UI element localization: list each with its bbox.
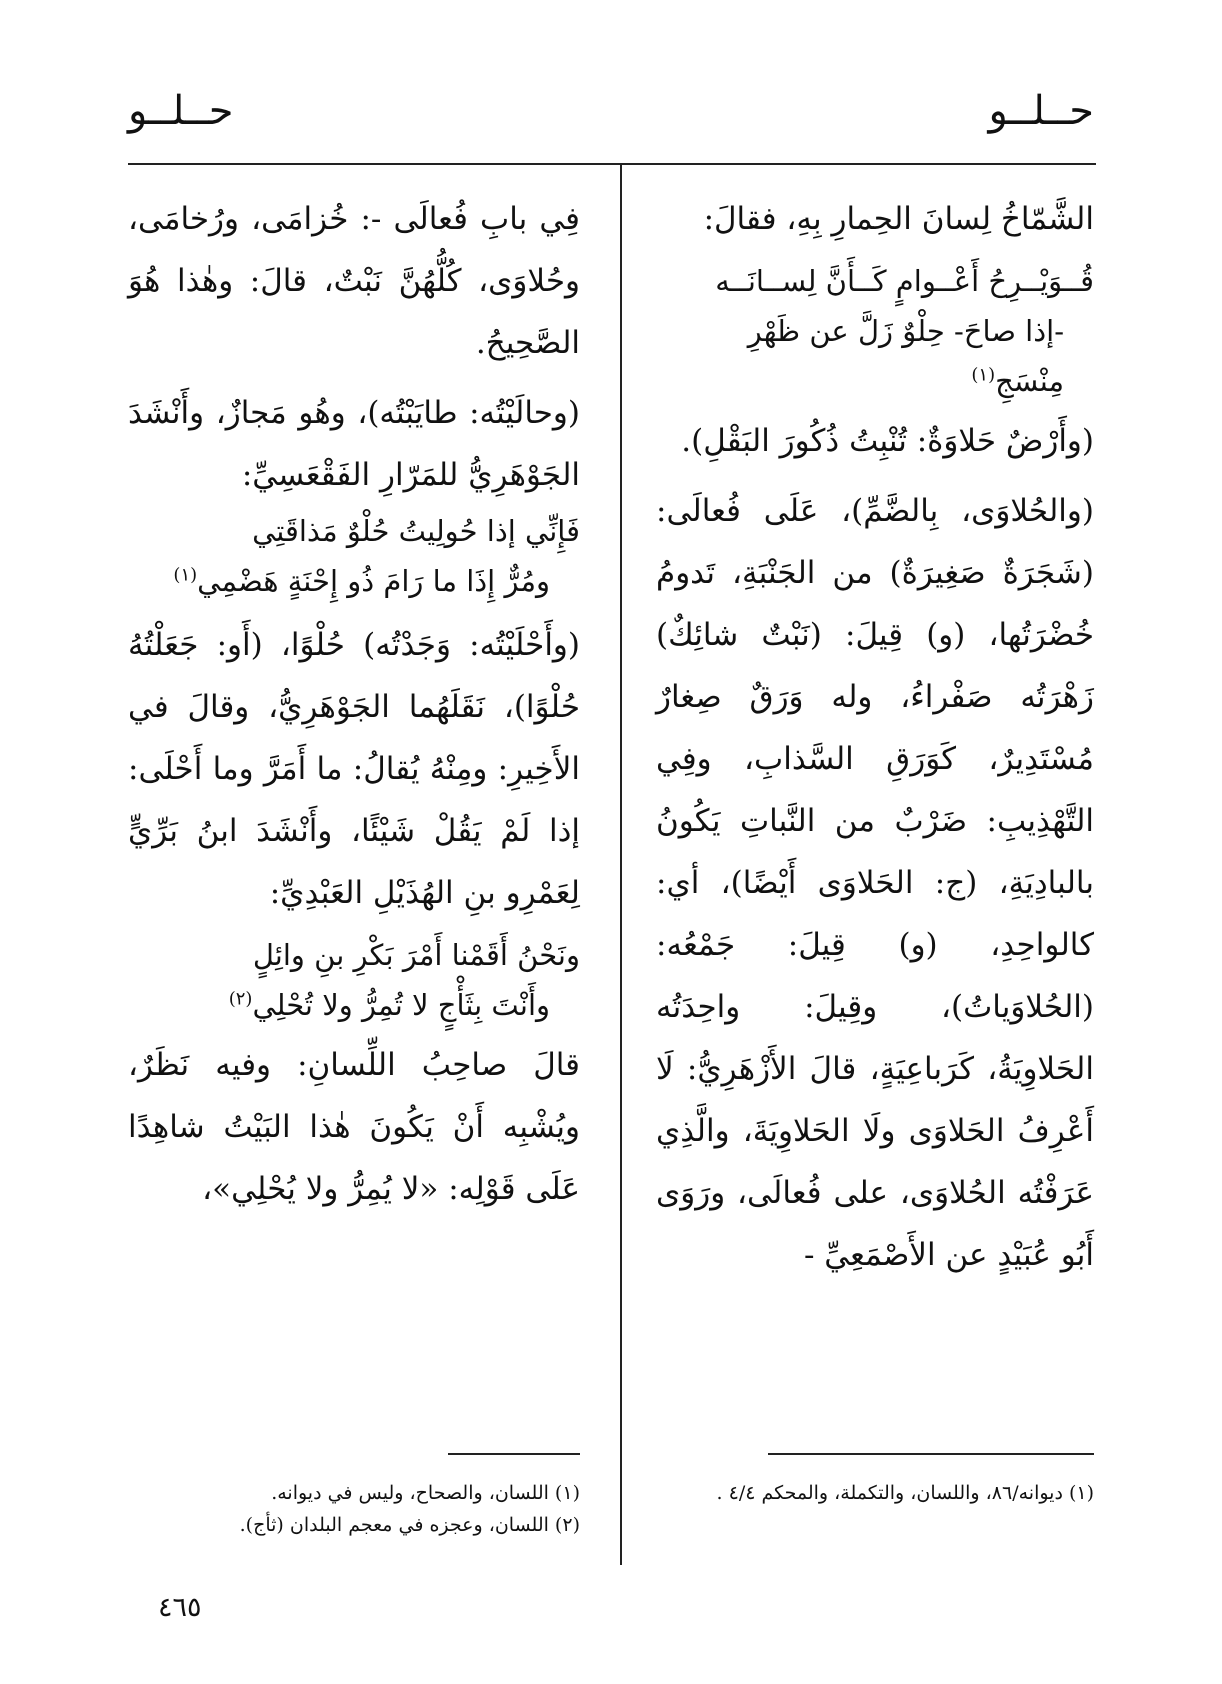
right-verse-1-line-2 <box>656 306 1094 406</box>
footnote-right-1: (١) ديوانه/٨٦، واللسان، والتكملة، والمحكم ٤/٤ . <box>716 1482 1094 1504</box>
left-verse-2-line-2-text: وأَنْتَ بِثَأْجٍ لا تُمِرُّ ولا تُحْلِي <box>252 988 550 1022</box>
right-column <box>656 188 1094 1286</box>
left-column <box>128 188 580 1220</box>
left-verse-1-line-2 <box>128 556 580 606</box>
footnotes-right <box>656 1477 1094 1509</box>
header-title-right: حــلــو <box>988 88 1094 134</box>
left-verse-1-line-1: فَإِنِّي إذا حُولِيتُ حُلْوٌ مَذاقَتِي <box>252 514 580 548</box>
footnote-ref-1: (١) <box>173 564 198 586</box>
footnote-rule-right <box>768 1453 1094 1455</box>
right-para-2: (وأَرْضٌ حَلاوَةٌ: تُنْبِتُ ذُكُورَ البَقْلِ). <box>681 423 1094 459</box>
left-verse-2-line-1: ونَحْنُ أَقَمْنا أَمْرَ بَكْرِ بنِ وائِلٍ <box>252 938 580 972</box>
header-rule <box>128 163 1096 165</box>
left-para-3: (وأَحْلَيْتُه: وَجَدْتُه) حُلْوًا، (أَو: جَعَلْتُهُ حُلْوًا)، نَقَلَهُما الجَوْهَرِيُّ، وقالَ في الأَخِيرِ: ومِنْهُ يُقالُ: ما أَمَرَّ وما أَحْلَى: إذا لَمْ يَقُلْ شَيْئًا، وأَنْشَدَ ابنُ بَرِّيٍّ لِعَمْرِو بنِ الهُذَيْلِ العَبْدِيِّ: <box>128 627 580 911</box>
footnote-ref-2: (٢) <box>228 988 253 1010</box>
footnote-left-2: (٢) اللسان، وعجزه في معجم البلدان (ثأج). <box>239 1514 580 1536</box>
left-para-4: قالَ صاحِبُ اللِّسانِ: وفيه نَظَرٌ، ويُشْبِه أَنْ يَكُونَ هٰذا البَيْتُ شاهِدًا عَلَى قَوْلِه: «لا يُمِرُّ ولا يُحْلِي»، <box>128 1047 580 1207</box>
left-verse-2-line-2 <box>128 980 580 1030</box>
left-para-1: فِي بابِ فُعالَى -: خُزامَى، ورُخامَى، وحُلاوَى، كُلُّهُنَّ نَبْتٌ، قالَ: وهٰذا هُوَ الصَّحِيحُ. <box>128 201 580 361</box>
right-verse-1-line-2-text: -إذا صاحَ- حِلْوٌ زَلَّ عن ظَهْرِ مِنْسَجِ <box>747 314 1064 398</box>
header-title-left: حــلــو <box>128 88 234 134</box>
left-verse-1-line-2-text: ومُرٌّ إِذَا ما رَامَ ذُو إِحْنَةٍ هَضْمِي <box>197 564 550 598</box>
footnote-ref-1: (١) <box>971 364 996 386</box>
right-para-1: الشَّمّاخُ لِسانَ الحِمارِ بِهِ، فقالَ: <box>703 201 1094 237</box>
footnote-left-1: (١) اللسان، والصحاح، وليس في ديوانه. <box>271 1482 580 1504</box>
right-para-3: (والحُلاوَى، بِالضَّمِّ)، عَلَى فُعالَى: (شَجَرَةٌ صَغِيرَةٌ) من الجَنْبَةِ، تَدومُ خُضْرَتُها، (و) قِيلَ: (نَبْتٌ شائِكٌ) زَهْرَتُه صَفْراءُ، وله وَرَقٌ صِغارٌ مُسْتَدِيرٌ، كَوَرَقِ السَّذابِ، وفِي التَّهْذِيبِ: ضَرْبٌ من النَّباتِ يَكُونُ بالبادِيَةِ، (ج: الحَلاوَى أَيْضًا)، أي: كالواحِدِ، (و) قِيلَ: جَمْعُه: (الحُلاوَياتُ)، وقِيلَ: واحِدَتُه الحَلاوِيَةُ، كَرَباعِيَةٍ، قالَ الأَزْهَرِيُّ: لَا أَعْرِفُ الحَلاوَى ولَا الحَلاوِيَةَ، والَّذِي عَرَفْتُه الحُلاوَى، على فُعالَى، ورَوَى أَبُو عُبَيْدٍ عن الأَصْمَعِيِّ - <box>656 493 1094 1273</box>
left-para-2: (وحالَيْتُه: طايَبْتُه)، وهُو مَجازٌ، وأَنْشَدَ الجَوْهَرِيُّ للمَرّارِ الفَقْعَسِيِّ: <box>128 395 580 493</box>
page-number: ٤٦٥ <box>158 1592 202 1623</box>
right-verse-1-line-1: قُــوَيْــرِحُ أَعْــوامٍ كَــأَنَّ لِســانَــه <box>715 264 1094 298</box>
footnote-rule-left <box>448 1453 580 1455</box>
footnotes-left <box>128 1477 580 1541</box>
column-divider <box>620 163 622 1565</box>
